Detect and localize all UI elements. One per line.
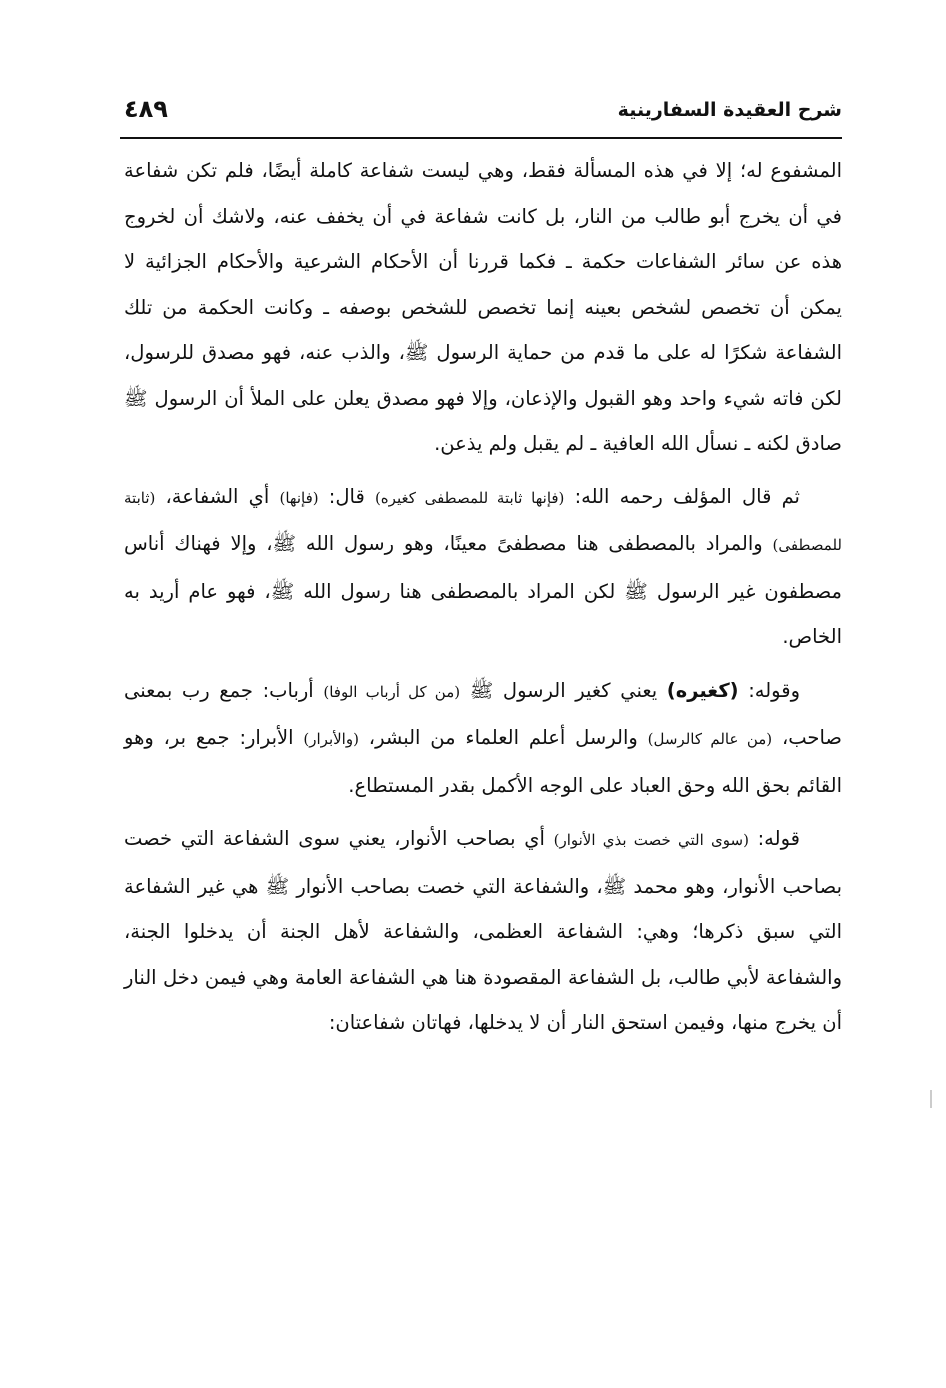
- page-number: ٤٨٩: [124, 95, 168, 123]
- p3-text-4: والرسل أعلم العلماء من البشر،: [368, 726, 638, 749]
- p3-term: (كغيره): [666, 678, 739, 702]
- p4-quote-1: (سوى التي خصت بذي الأنوار): [553, 831, 749, 849]
- p3-quote-3: (والأبرار): [303, 730, 359, 748]
- running-header: [120, 95, 842, 135]
- p2-text-1: ثم قال المؤلف رحمه الله:: [574, 484, 800, 508]
- p3-text-2: يعني كغير الرسول ﷺ: [469, 678, 658, 702]
- scan-edge-mark: [930, 1090, 932, 1108]
- p3-text-5: الأبرار: جمع بر، وهو القائم بحق الله وحق العباد على الوجه الأكمل بقدر المستطاع.: [124, 726, 842, 797]
- running-header-title: شرح العقيدة السفارينية: [617, 99, 842, 121]
- p2-quote-1: (فإنها ثابتة للمصطفى كغيره): [374, 488, 565, 507]
- p2-quote-3: (ثابتة للمصطفى): [124, 488, 842, 554]
- p3-text-1: وقوله:: [748, 678, 800, 702]
- p2-text-4: والمراد بالمصطفى هنا مصطفىً معينًا، وهو رسول الله ﷺ، وإلا فهناك أناس مصطفون غير الرسول ﷺ لكن المراد بالمصطفى هنا رسول الله ﷺ، فهو عام أريد به الخاص.: [124, 532, 842, 648]
- p3-quote-1: (من كل أرباب الوفا): [323, 682, 461, 701]
- p2-text-3: أي الشفاعة،: [165, 484, 270, 508]
- p3-text-3: أرباب: جمع رب بمعنى صاحب،: [124, 678, 842, 749]
- paragraph-2: [124, 474, 842, 660]
- p2-text-2: قال:: [328, 484, 365, 508]
- paragraph-4: [124, 816, 842, 1046]
- p4-text-2: أي بصاحب الأنوار، يعني سوى الشفاعة التي خصت بصاحب الأنوار، وهو محمد ﷺ، والشفاعة التي خصت بصاحب الأنوار ﷺ هي غير الشفاعة التي سبق ذكرها؛ وهي: الشفاعة العظمى، والشفاعة لأهل الجنة أن يدخلوا الجنة، والشفاعة لأبي طالب، بل الشفاعة المقصودة هنا هي الشفاعة العامة وهي فيمن دخل النار أن يخرج منها، وفيمن استحق النار أن لا يدخلها، فهاتان شفاعتان:: [124, 827, 842, 1034]
- p2-quote-2: (فإنها): [279, 488, 319, 507]
- p4-text-1: قوله:: [757, 827, 800, 850]
- paragraph-3: [124, 668, 842, 809]
- p3-quote-2: (من عالم كالرسل): [647, 730, 773, 748]
- header-rule: [120, 137, 842, 139]
- paragraph-1: المشفوع له؛ إلا في هذه المسألة فقط، وهي ليست شفاعة كاملة أيضًا، فلم تكن شفاعة في أن يخرج أبو طالب من النار، بل كانت شفاعة في أن يخفف عنه، ولاشك أن لخروج هذه عن سائر الشفاعات حكمة ـ فكما قررنا أن الأحكام الشرعية والأحكام الجزائية لا يمكن أن تخصص لشخص بعينه إنما تخصص للشخص بوصفه ـ وكانت الحكمة من تلك الشفاعة شكرًا له على ما قدم من حماية الرسول ﷺ، والذب عنه، فهو مصدق للرسول، لكن فاته شيء واحد وهو القبول والإذعان، وإلا فهو مصدق يعلن على الملأ أن الرسول ﷺ صادق لكنه ـ نسأل الله العافية ـ لم يقبل ولم يذعن.: [124, 159, 842, 455]
- page-body: [124, 148, 842, 1054]
